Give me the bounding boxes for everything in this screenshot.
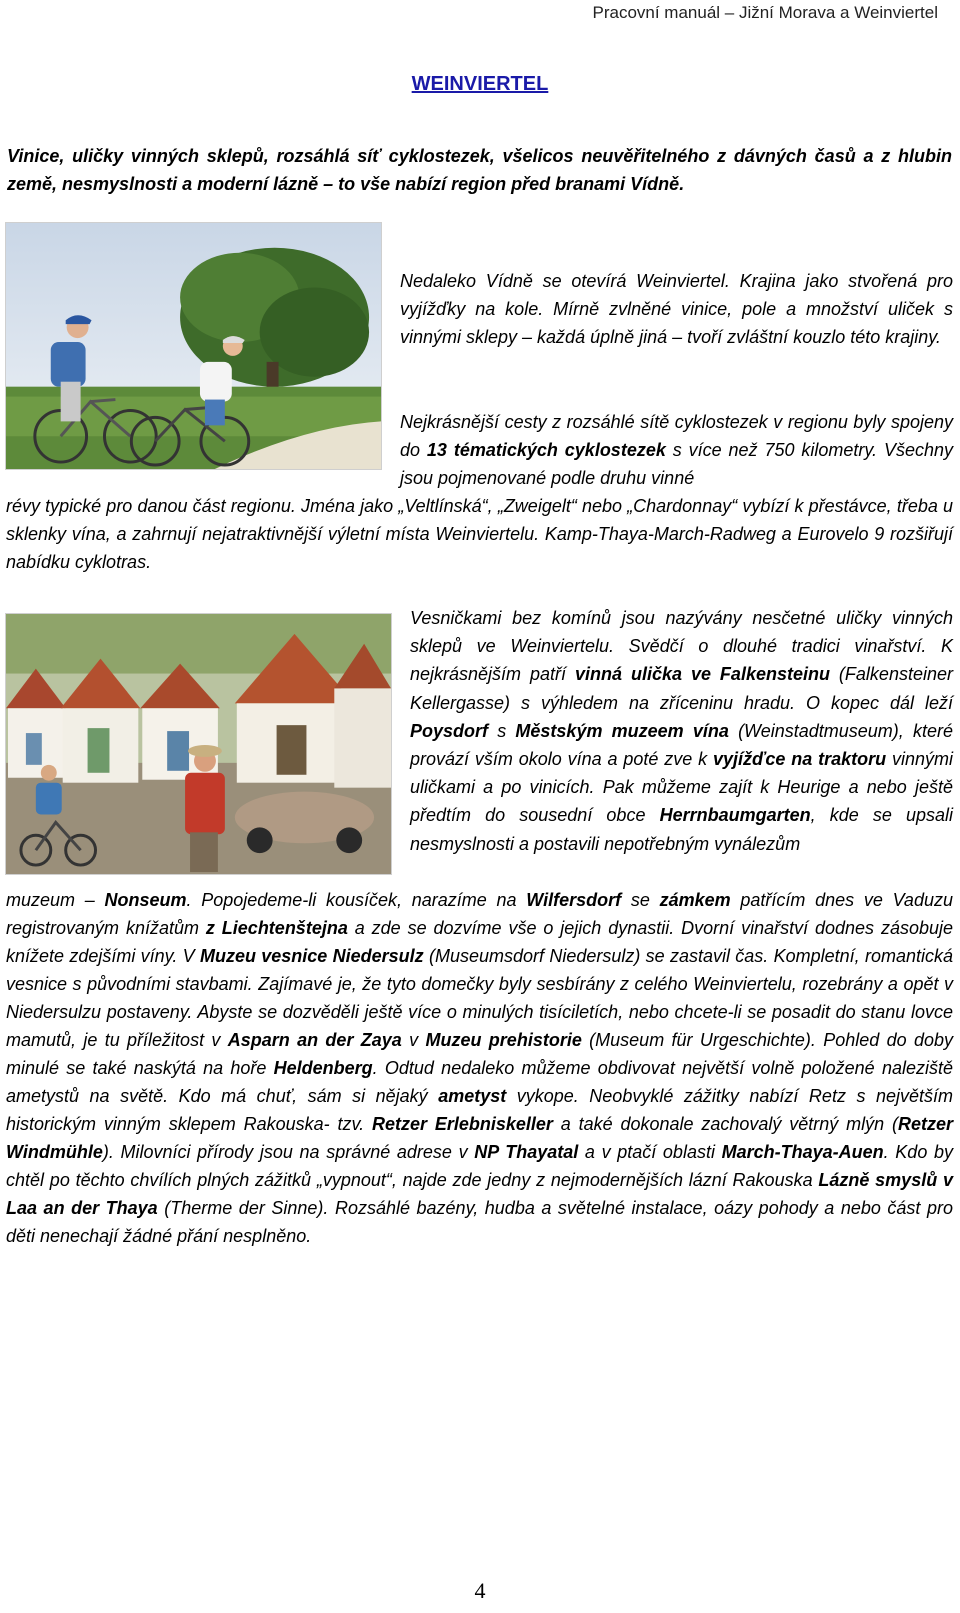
text-span: . Popojedeme-li kousíček, narazíme na <box>186 890 527 910</box>
text-span: . Odtud nedaleko můžeme obdivovat největší volně položené naleziště ametystů na světě. Kdo má chuť, sám si nějaký <box>6 1058 953 1106</box>
highlight-muzeum-vina: Městským muzeem vína <box>515 720 729 741</box>
highlight-liechtenstejn: z Liechtenštejna <box>205 918 348 938</box>
text-span: a také dokonale zachovalý větrný mlýn ( <box>552 1114 898 1134</box>
highlight-cyklostezky: 13 tématických cyklostezek <box>426 440 666 460</box>
highlight-ametyst: ametyst <box>438 1086 507 1106</box>
text-span: s <box>488 720 516 741</box>
paragraph-cyklostezky <box>400 408 953 492</box>
text-span: ). Milovníci přírody jsou na správné adrese v <box>102 1142 475 1162</box>
text-span: vinnými uličkami a po vinicích. Pak můžeme zajít k Heurige a nebo ještě předtím do sousední obce <box>410 749 953 826</box>
highlight-asparn: Asparn an der Zaya <box>227 1030 402 1050</box>
cyclists-photo <box>5 222 382 470</box>
text-span: Vesničkami bez komínů jsou nazývány nesčetné uličky vinných sklepů ve Weinviertelu. Svědčí o dlouhé tradici vinařství. K nejkrásnějším patří <box>410 608 953 685</box>
text-span: (Museum für Urgeschichte). Pohled do doby minulé se také naskýtá na hoře <box>6 1030 954 1078</box>
paragraph-cyklostezky-continued: révy typické pro danou část regionu. Jména jako „Veltlínská“, „Zweigelt“ nebo „Chardonnay“ vybízí k přestávce, třeba u sklenky vína, a zahrnují nejatraktivnější výletní místa Weinviertelu. Kamp-Thaya-March-Radweg a Eurovelo 9 rozšiřují nabídku cyklotras. <box>6 496 953 572</box>
text-span: v <box>401 1030 426 1050</box>
page-number: 4 <box>474 1578 486 1603</box>
text-span: (Weinstadtmuseum), které provází vším okolo vína a poté zve k <box>410 720 953 770</box>
paragraph-vesnicky <box>410 604 953 858</box>
highlight-poysdorf: Poysdorf <box>410 720 489 741</box>
document-title: WEINVIERTEL <box>411 73 549 95</box>
highlight-retzer-erlebniskeller: Retzer Erlebniskeller <box>371 1114 553 1134</box>
highlight-heldenberg: Heldenberg <box>273 1058 373 1078</box>
highlight-falkenstein: vinná ulička ve Falkensteinu <box>574 664 830 685</box>
text-span: muzeum – <box>6 890 105 910</box>
highlight-herrnbaumgarten: Herrnbaumgarten <box>659 805 811 826</box>
text-span: se <box>621 890 660 910</box>
text-span: Nejkrásnější cesty z rozsáhlé sítě cyklostezek v regionu byly spojeny do <box>400 412 953 460</box>
highlight-nonseum: Nonseum <box>104 890 187 910</box>
highlight-retzer-windmuhle: Retzer Windmühle <box>6 1114 953 1162</box>
highlight-wilfersdorf: Wilfersdorf <box>526 890 622 910</box>
text-span: s více než 750 kilometry. Všechny jsou pojmenované podle druhu vinné <box>400 440 953 488</box>
text-span: a zde se dozvíme vše o jejich dynastii. Dvorní vinařství dodnes zásobuje knížete zdejšími víny. V <box>6 918 953 966</box>
text-span: (Therme der Sinne). Rozsáhlé bazény, hudba a světelné instalace, oázy pohody a nebo část pro děti nenechají žádné přání nesplněno. <box>6 1198 953 1246</box>
highlight-lazne-smyslu: Lázně smyslů v Laa an der Thaya <box>6 1170 953 1218</box>
text-span: a v ptačí oblasti <box>578 1142 722 1162</box>
text-span: . Kdo by chtěl po těchto chvílích plných zážitků „vypnout“, najde zde jedny z nejmodernějších lázní Rakouska <box>6 1142 953 1190</box>
highlight-zamek: zámkem <box>659 890 731 910</box>
highlight-np-thayatal: NP Thayatal <box>474 1142 579 1162</box>
intro-paragraph: Vinice, uličky vinných sklepů, rozsáhlá síť cyklostezek, všelicos neuvěřitelného z dávných časů a z hlubin země, nesmyslnosti a moderní lázně – to vše nabízí region před branami Vídně. <box>7 146 952 194</box>
text-span: (Museumsdorf Niedersulz) se zastavil čas. Kompletní, romantická vesnice s původními stavbami. Zajímavé je, že tyto domečky byly sesbírány z celého Weinviertelu, rozebrány a opět v Niedersulzu postaveny. Abyste se dozvěděli ještě více o minulých tisíciletích, nebo chcete-li se posadit do stanu lovce mamutů, je tu příležitost v <box>6 946 954 1050</box>
text-span: vykope. Neobvyklé zážitky nabízí Retz s největším historickým vinným sklepem Rakouska- tzv. <box>6 1086 954 1134</box>
text-span: patřícím dnes ve Vaduzu registrovaným knížatům <box>6 890 953 938</box>
highlight-muzeum-prehistorie: Muzeu prehistorie <box>425 1030 582 1050</box>
highlight-march-thaya-auen: March-Thaya-Auen <box>721 1142 884 1162</box>
highlight-niedersulz: Muzeu vesnice Niedersulz <box>199 946 424 966</box>
wine-cellar-lane-photo <box>5 613 392 875</box>
paragraph-vesnicky-continued <box>6 886 953 1250</box>
paragraph-nedaleko: Nedaleko Vídně se otevírá Weinviertel. Krajina jako stvořená pro vyjížďky na kole. Mírně zvlněné vinice, pole a množství uliček s vinnými sklepy – každá úplně jiná – tvoří zvláštní kouzlo této krajiny. <box>400 271 953 347</box>
highlight-traktor: vyjížďce na traktoru <box>713 749 887 770</box>
running-header: Pracovní manuál – Jižní Morava a Weinviertel <box>592 3 938 22</box>
text-span: (Falkensteiner Kellergasse) s výhledem na zříceninu hradu. O kopec dál leží <box>410 664 953 713</box>
text-span: , kde se upsali nesmyslnosti a postavili nepotřebným vynálezům <box>410 805 953 854</box>
